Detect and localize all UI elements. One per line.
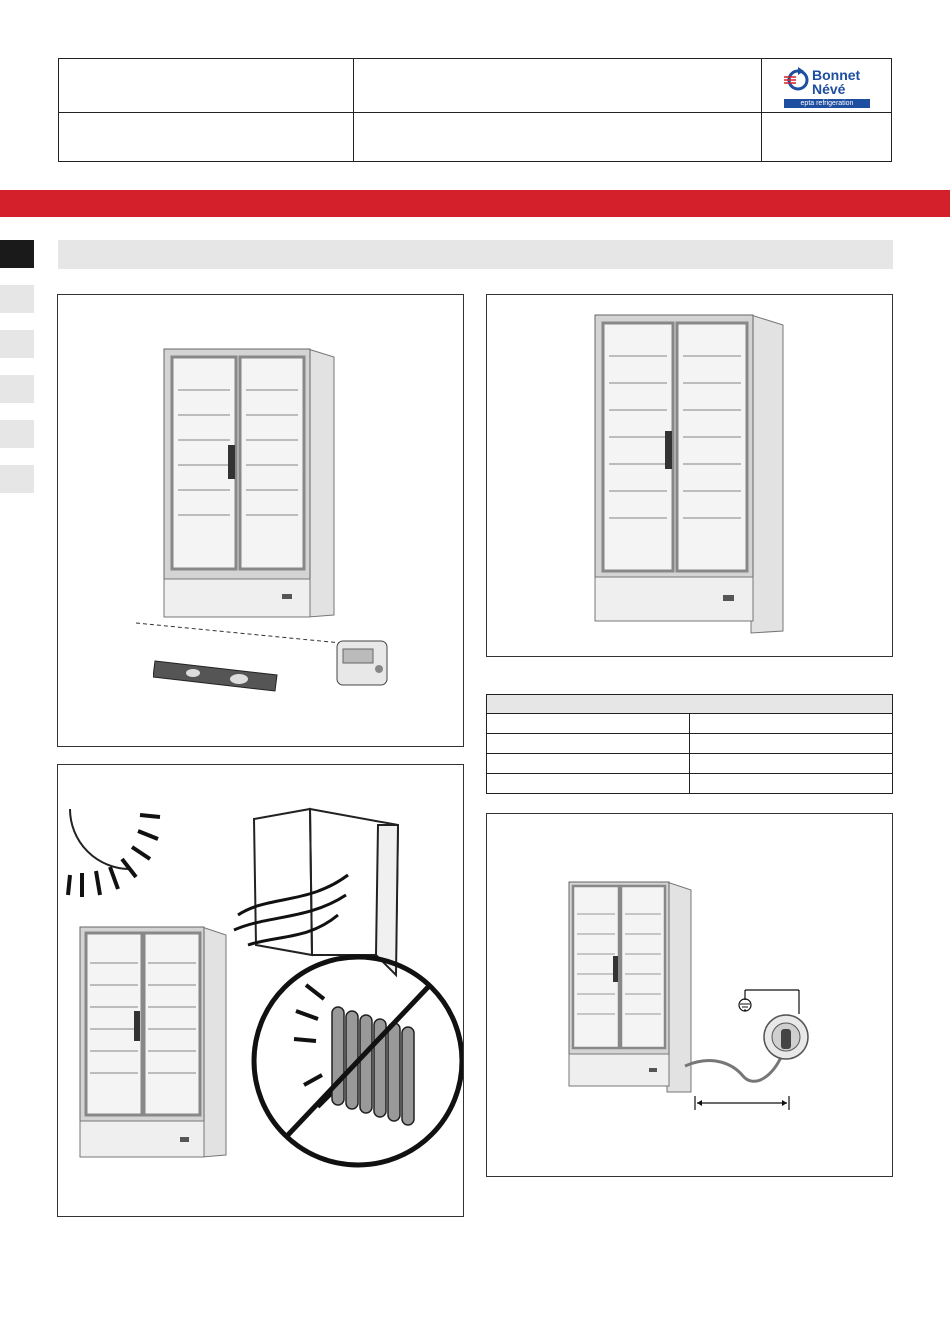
figure-levelling [57, 294, 464, 747]
header-cell-title [58, 58, 354, 113]
section-heading-bar [58, 240, 893, 269]
display-cabinet-icon [591, 311, 791, 641]
table-row [487, 754, 893, 774]
logo-line-2: Névé [812, 81, 846, 97]
logo-tagline: epta refrigeration [784, 99, 870, 108]
display-cabinet-icon [567, 878, 697, 1098]
level-reference-line [136, 619, 346, 649]
figure-electrical-connection [486, 813, 893, 1177]
sun-icon [66, 805, 176, 925]
section-red-band [0, 190, 950, 217]
header-cell-logo [761, 58, 892, 113]
figure-cabinet-front [486, 294, 893, 657]
header-cell-subtitle [353, 58, 762, 113]
table-row [487, 774, 893, 794]
header-cell-row2-mid [353, 112, 762, 162]
display-cabinet-icon [158, 345, 348, 625]
laser-level-icon [333, 635, 393, 690]
table-row [487, 734, 893, 754]
side-tab-5[interactable] [0, 420, 34, 448]
spirit-level-icon [153, 655, 283, 695]
logo-line-1: Bonnet [812, 67, 861, 83]
brand-logo [784, 65, 870, 107]
side-tab-2[interactable] [0, 285, 34, 313]
wall-socket-icon [761, 1009, 811, 1064]
header-cell-row2-right [761, 112, 892, 162]
spec-table-header [487, 695, 893, 714]
header-cell-row2-left [58, 112, 354, 162]
side-tab-4[interactable] [0, 375, 34, 403]
table-row [487, 714, 893, 734]
side-tab-1[interactable] [0, 240, 34, 268]
cable-length-dimension-icon [693, 1094, 793, 1114]
radiator-prohibited-icon [208, 915, 464, 1171]
figure-installation-restrictions [57, 764, 464, 1217]
spec-table [486, 694, 893, 794]
refresh-arrow-icon [784, 67, 810, 93]
side-tab-6[interactable] [0, 465, 34, 493]
side-tab-3[interactable] [0, 330, 34, 358]
